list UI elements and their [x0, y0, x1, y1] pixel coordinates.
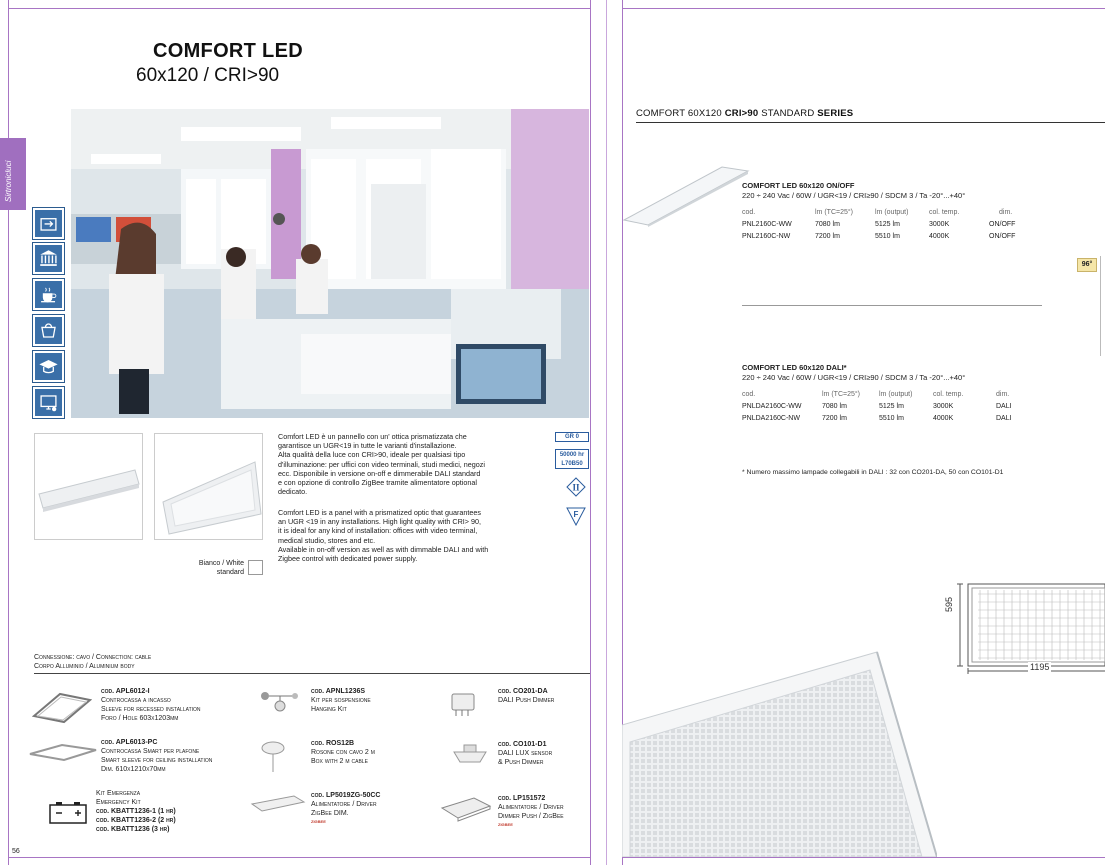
table-cell: 7200 lm [815, 232, 840, 240]
table-header: lm (TC=25°) [815, 208, 853, 216]
accessory-apl6013 [101, 738, 212, 774]
smart-sleeve-image [28, 742, 98, 764]
table-header: dim. [999, 208, 1013, 216]
accessory-line: Smart sleeve for ceiling installation [101, 757, 213, 764]
accessory-line: cod. KBATT1236-2 (2 hr) [96, 817, 176, 824]
accessory-line: cod. KBATT1236 (3 hr) [96, 826, 170, 833]
class-ii-icon [566, 477, 586, 497]
table-cell: 5125 lm [875, 220, 900, 228]
ceiling-rose-image [258, 740, 288, 772]
side-tab [0, 138, 26, 210]
series-title-part: COMFORT 60X120 [636, 108, 725, 119]
school-icon [33, 351, 64, 382]
desc-en-line: Zigbee control with dedicated power supply. [278, 554, 418, 564]
accessory-co101d1 [498, 740, 552, 767]
lux-sensor-image [450, 742, 490, 768]
table-header-row [742, 206, 1034, 218]
accessory-line: Rosone con cavo 2 m [311, 749, 375, 756]
table-row [742, 218, 1034, 230]
accessory-ros12b [311, 739, 375, 766]
zigbee-logo: zigbee [311, 819, 326, 825]
accessory-line: Box with 2 m cable [311, 758, 368, 765]
laboratory-photo [71, 109, 589, 418]
table-cell: 5125 lm [879, 402, 904, 410]
accessory-line: Hanging Kit [311, 706, 347, 713]
accessories-divider [34, 673, 590, 674]
battery-icon [48, 800, 88, 826]
bottom-border-right [622, 857, 1105, 858]
accessory-lp5019zg [311, 791, 380, 827]
page-border-left [8, 0, 9, 865]
accessory-emergency-kit [96, 789, 176, 834]
desc-en-line: Comfort LED is a panel with a prismatized optic that guarantees [278, 508, 481, 517]
dali-spec: 220 ÷ 240 Vac / 60W / UGR<19 / CRI≥90 / SDCM 3 / Ta -20°...+40° [742, 373, 966, 382]
accessory-line: Emergency Kit [96, 799, 141, 806]
panel-perspective-image [622, 650, 937, 857]
desc-en-line: it is ideal for any kind of installation: offices with video terminal, [278, 526, 478, 536]
hanging-kit-image [255, 688, 305, 714]
table-header: lm (TC=25°) [822, 390, 860, 398]
page-title: COMFORT LED [153, 40, 303, 62]
desc-it-line: e con opzione di controllo ZigBee tramite alimentatore optional [278, 478, 477, 488]
series-title-part: SERIES [817, 108, 854, 119]
technical-drawing [940, 564, 1105, 674]
class-ii-text: II [572, 482, 580, 493]
series-divider [636, 122, 1105, 123]
accessory-line: Controcassa a incasso [101, 697, 171, 704]
accessory-line: ZigBee DIM. [311, 810, 349, 817]
accessory-line: Dimmer Push / ZigBee [498, 813, 564, 820]
accessory-code: cod. APNL1236S [311, 688, 366, 695]
glare-rating-badge: GR 0 [555, 432, 589, 442]
desc-it-line: garantisce un UGR<19 in tutte le varianti d'installazione. [278, 441, 457, 451]
finish-label-line-2: standard [216, 569, 244, 576]
f-mark-text: F [573, 510, 579, 519]
table-header: lm (output) [875, 208, 909, 216]
desc-en-line: medical studio, stores and etc. [278, 535, 376, 545]
push-driver-image [440, 796, 492, 822]
onoff-title: COMFORT LED 60x120 ON/OFF [742, 181, 855, 190]
table-header: col. temp. [933, 390, 964, 398]
accessory-line: Kit Emergenza [96, 790, 141, 797]
accessory-line: Foro / Hole 603x1203mm [101, 715, 179, 722]
accessory-co201da [498, 687, 554, 705]
dimension-height: 595 [944, 596, 954, 612]
accessory-line: Alimentatore / Driver [498, 804, 564, 811]
zigbee-driver-image [250, 794, 306, 814]
museum-icon [33, 243, 64, 274]
table-cell: PNL2160C-NW [742, 232, 791, 240]
accessory-line: Kit per sospensione [311, 697, 371, 704]
bottom-border-left [8, 857, 591, 858]
table-header: cod. [742, 208, 756, 216]
page-number: 56 [12, 848, 20, 855]
accessory-code: cod. APL6012-I [101, 688, 150, 695]
table-row [742, 230, 1034, 242]
table-cell: 3000K [933, 402, 954, 410]
cafe-icon [33, 279, 64, 310]
accessory-line: DALI LUX sensor [498, 750, 553, 757]
accessory-line: Controcassa Smart per plafone [101, 748, 200, 755]
dali-footnote: * Numero massimo lampade collegabili in DALI : 32 con CO201-DA, 50 con CO101-D1 [742, 469, 1004, 476]
table-cell: 3000K [929, 220, 950, 228]
desc-it-line: dedicato. [278, 487, 308, 497]
table-cell: 7080 lm [822, 402, 847, 410]
table-header: lm (output) [879, 390, 913, 398]
table-cell: 7080 lm [815, 220, 840, 228]
onoff-spec: 220 ÷ 240 Vac / 60W / UGR<19 / CRI≥90 / SDCM 3 / Ta -20°...+40° [742, 191, 966, 200]
table-header: cod. [742, 390, 756, 398]
finish-label-line-1: Bianco / White [198, 560, 244, 567]
lifetime-rating: L70B50 [561, 461, 583, 467]
gutter-line [606, 0, 607, 865]
accessory-code: cod. ROS12B [311, 740, 355, 747]
office-icon [33, 387, 64, 418]
body-info: Corpo Alluminio / Aluminium body [34, 663, 135, 670]
top-border-left [8, 8, 591, 9]
accessory-apl6012 [101, 687, 201, 723]
table-cell: DALI [996, 402, 1012, 410]
table-cell: 5510 lm [875, 232, 900, 240]
accessory-code: cod. CO201-DA [498, 688, 548, 695]
panel-side-view-image [622, 165, 750, 227]
desc-en-line: an UGR <19 in any installations. High light quality with CRI> 90, [278, 517, 481, 527]
series-title-part: CRI>90 [724, 108, 759, 119]
dali-title: COMFORT LED 60x120 DALI* [742, 363, 847, 372]
page-border-inner [590, 0, 591, 865]
recessed-sleeve-image [32, 690, 92, 724]
accessory-apnl1236s [311, 687, 371, 714]
photometric-chart-edge [1100, 256, 1105, 356]
description-english [278, 508, 548, 563]
accessory-line: Alimentatore / Driver [311, 801, 377, 808]
table-row [742, 400, 1038, 412]
table-cell: DALI [996, 414, 1012, 422]
exit-icon [33, 208, 64, 239]
zigbee-logo: zigbee [498, 822, 513, 828]
lifetime-badge [555, 449, 589, 469]
table-cell: ON/OFF [989, 232, 1016, 240]
accessory-line: & Push Dimmer [498, 759, 544, 766]
accessory-line: Dim. 610x1210x70mm [101, 766, 166, 773]
table-cell: 4000K [929, 232, 950, 240]
description-italian [278, 432, 548, 496]
section-divider [742, 305, 1042, 306]
table-cell: ON/OFF [989, 220, 1016, 228]
table-header: dim. [996, 390, 1010, 398]
accessory-code: cod. APL6013-PC [101, 739, 158, 746]
product-thumbnail-2 [154, 433, 263, 540]
beam-angle-badge: 96° [1077, 258, 1097, 272]
finish-label [150, 559, 244, 577]
connection-info: Connessione: cavo / Connection: cable [34, 654, 152, 661]
shopping-icon [33, 315, 64, 346]
accessory-line: Sleeve for recessed installation [101, 706, 201, 713]
accessory-lp151572 [498, 794, 564, 830]
table-cell: PNLDA2160C-NW [742, 414, 800, 422]
table-row [742, 412, 1038, 424]
accessory-code: cod. LP5019ZG-50CC [311, 792, 381, 799]
push-dimmer-image [446, 688, 482, 718]
table-header-row [742, 388, 1038, 400]
table-cell: PNLDA2160C-WW [742, 402, 802, 410]
f-mark-icon [566, 506, 586, 526]
top-border-right [622, 8, 1105, 9]
table-header: col. temp. [929, 208, 960, 216]
page-subtitle: 60x120 / CRI>90 [136, 65, 280, 86]
accessory-code: cod. CO101-D1 [498, 741, 547, 748]
table-cell: 5510 lm [879, 414, 904, 422]
desc-it-line: ecc. Disponibile in versione on-off e dimmerabile DALI standard [278, 468, 481, 478]
desc-it-line: Comfort LED è un pannello con un' ottica prismatizzata che [278, 432, 467, 441]
table-cell: 4000K [933, 414, 954, 422]
white-finish-swatch [248, 560, 263, 575]
dimension-width: 1195 [1030, 662, 1050, 672]
accessory-line: DALI Push Dimmer [498, 697, 555, 704]
onoff-table [742, 206, 1034, 242]
desc-it-line: d'illuminazione: per uffici con video terminali, studi medici, negozi [278, 459, 485, 469]
series-title-part: STANDARD [758, 108, 818, 119]
table-cell: PNL2160C-WW [742, 220, 792, 228]
desc-en-line: Available in on-off version as well as with dimmable DALI and with [278, 544, 489, 554]
lifetime-hours: 50000 hr [559, 452, 585, 458]
dali-table [742, 388, 1038, 424]
side-tab-label: Sirtronicluci [4, 160, 13, 202]
accessory-code: cod. LP151572 [498, 795, 546, 802]
product-thumbnail-1 [34, 433, 143, 540]
table-cell: 7200 lm [822, 414, 847, 422]
accessory-line: cod. KBATT1236-1 (1 hr) [96, 808, 176, 815]
series-title [636, 108, 853, 119]
desc-it-line: Alta qualità della luce con CRI>90, ideale per qualsiasi tipo [278, 450, 466, 460]
